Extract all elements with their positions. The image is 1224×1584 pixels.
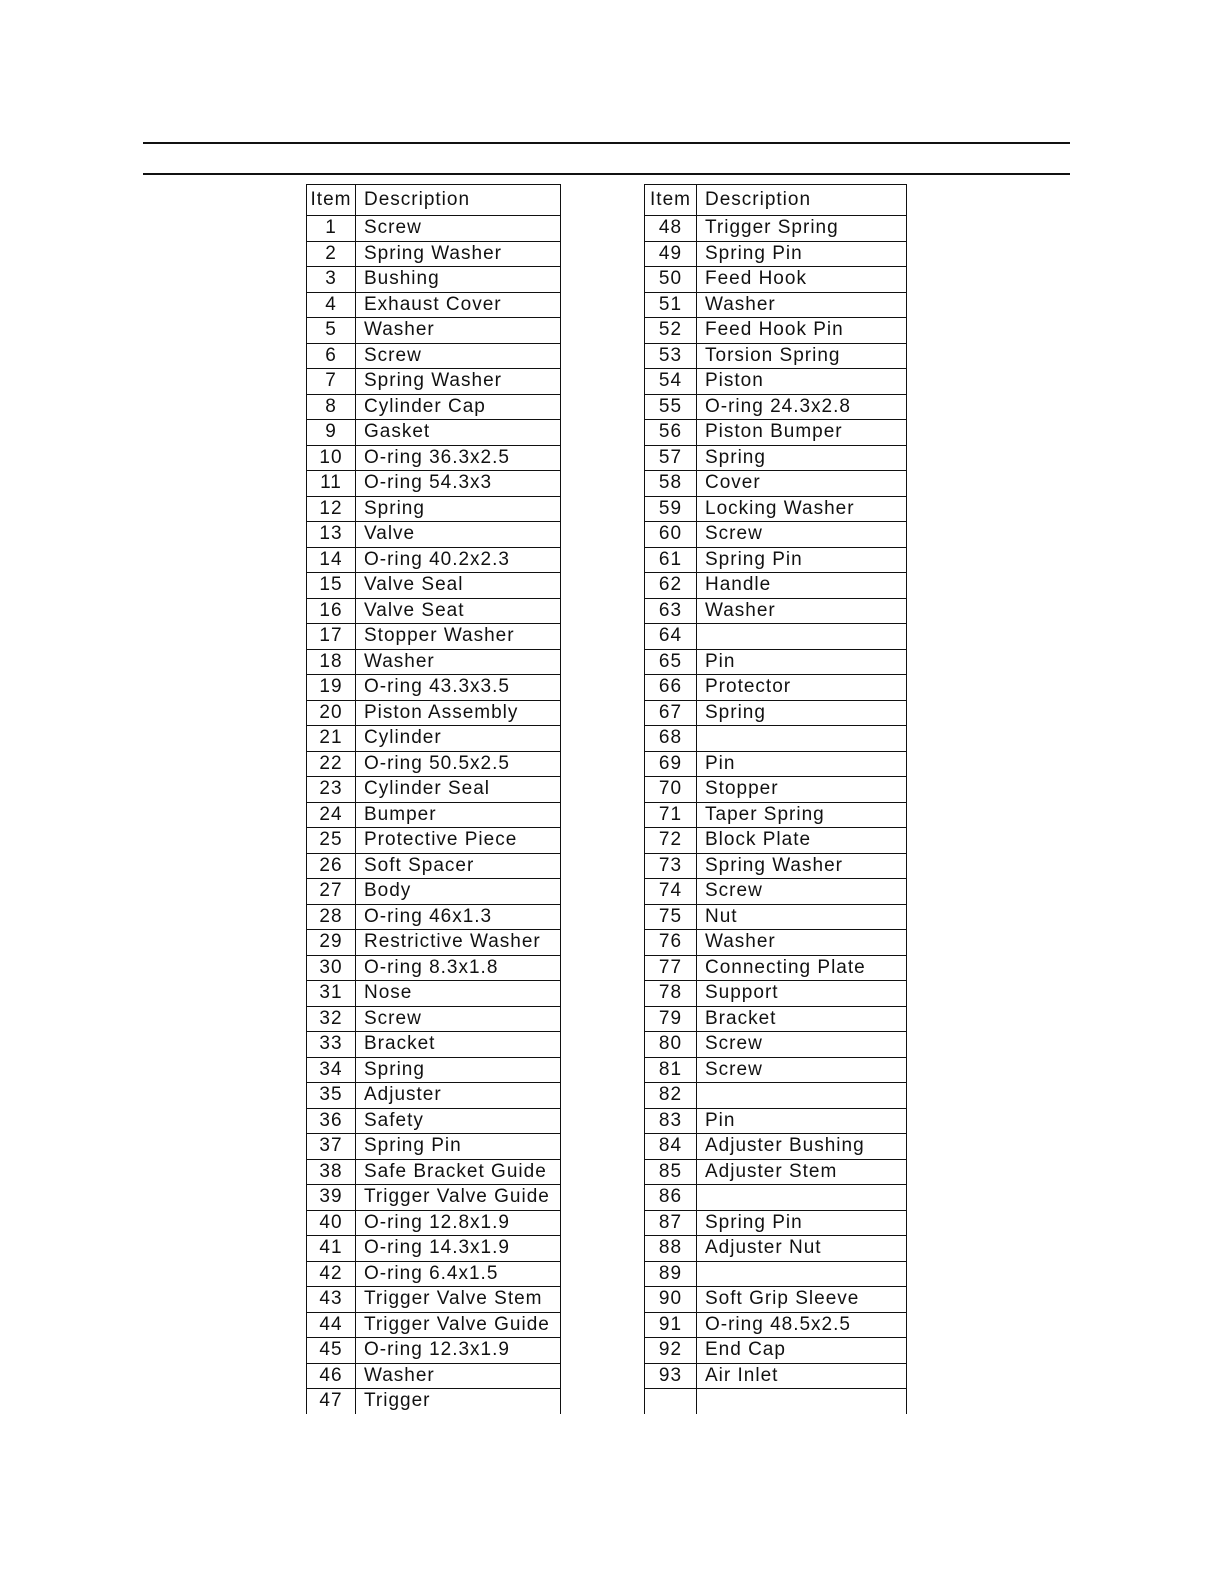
item-description: Connecting Plate [697, 955, 907, 981]
item-number: 45 [307, 1338, 356, 1364]
item-description: Spring Pin [697, 241, 907, 267]
item-description: Screw [356, 1006, 561, 1032]
item-description: Pin [697, 649, 907, 675]
item-number: 82 [645, 1083, 697, 1109]
table-row [307, 853, 561, 879]
item-description: Trigger Valve Guide [356, 1185, 561, 1211]
item-description: O-ring 12.8x1.9 [356, 1210, 561, 1236]
item-number: 32 [307, 1006, 356, 1032]
item-number: 80 [645, 1032, 697, 1058]
item-number: 64 [645, 624, 697, 650]
item-number: 76 [645, 930, 697, 956]
item-description: Cover [697, 471, 907, 497]
table-row [645, 649, 907, 675]
item-description: Spring Pin [356, 1134, 561, 1160]
table-row [307, 879, 561, 905]
item-description: End Cap [697, 1338, 907, 1364]
table-row [645, 1363, 907, 1389]
table-row [645, 1006, 907, 1032]
item-description: Piston [697, 369, 907, 395]
item-description: Cylinder Cap [356, 394, 561, 420]
item-number: 38 [307, 1159, 356, 1185]
table-row [307, 598, 561, 624]
table-row [307, 904, 561, 930]
item-number: 77 [645, 955, 697, 981]
table-row [307, 624, 561, 650]
table-row [645, 904, 907, 930]
item-number: 88 [645, 1236, 697, 1262]
item-description [697, 1389, 907, 1414]
item-description: Washer [356, 1363, 561, 1389]
item-description: Handle [697, 573, 907, 599]
table-row [645, 496, 907, 522]
table-row [307, 1236, 561, 1262]
table-row [645, 1159, 907, 1185]
table-row [307, 1159, 561, 1185]
table-row [645, 1261, 907, 1287]
table-row [645, 1312, 907, 1338]
item-number: 65 [645, 649, 697, 675]
item-number: 43 [307, 1287, 356, 1313]
item-description: Screw [697, 1057, 907, 1083]
item-description: Nose [356, 981, 561, 1007]
item-number: 71 [645, 802, 697, 828]
item-description: Trigger Valve Stem [356, 1287, 561, 1313]
table-row [645, 394, 907, 420]
table-row [307, 675, 561, 701]
item-number: 17 [307, 624, 356, 650]
item-description: Spring [356, 496, 561, 522]
item-number: 84 [645, 1134, 697, 1160]
table-row [307, 547, 561, 573]
item-number: 31 [307, 981, 356, 1007]
item-description: Piston Assembly [356, 700, 561, 726]
item-description: Support [697, 981, 907, 1007]
table-row [645, 1108, 907, 1134]
item-description: Trigger Spring [697, 216, 907, 242]
table-row [307, 802, 561, 828]
item-description: Protective Piece [356, 828, 561, 854]
table-row [645, 955, 907, 981]
item-number: 8 [307, 394, 356, 420]
item-number: 36 [307, 1108, 356, 1134]
item-number: 89 [645, 1261, 697, 1287]
table-row [307, 445, 561, 471]
description-column-header: Description [356, 185, 561, 216]
table-row [645, 1134, 907, 1160]
item-description: Trigger [356, 1389, 561, 1414]
item-description [697, 1261, 907, 1287]
table-row [307, 726, 561, 752]
table-row [307, 955, 561, 981]
item-description: Spring Pin [697, 547, 907, 573]
item-description: O-ring 48.5x2.5 [697, 1312, 907, 1338]
table-row [645, 471, 907, 497]
table-row [307, 828, 561, 854]
item-description [697, 624, 907, 650]
item-description [697, 1185, 907, 1211]
item-description: O-ring 40.2x2.3 [356, 547, 561, 573]
item-number: 87 [645, 1210, 697, 1236]
item-description: Adjuster [356, 1083, 561, 1109]
table-row [645, 267, 907, 293]
item-description: Bracket [356, 1032, 561, 1058]
table-row [645, 573, 907, 599]
item-number: 60 [645, 522, 697, 548]
table-row [645, 1210, 907, 1236]
table-row [645, 343, 907, 369]
item-number: 93 [645, 1363, 697, 1389]
item-number: 83 [645, 1108, 697, 1134]
table-row [307, 1108, 561, 1134]
item-description: Washer [356, 318, 561, 344]
table-row [645, 241, 907, 267]
table-row [307, 700, 561, 726]
table-row [307, 496, 561, 522]
item-column-header: Item [307, 185, 356, 216]
item-number: 13 [307, 522, 356, 548]
item-description: Feed Hook Pin [697, 318, 907, 344]
table-row [307, 1363, 561, 1389]
item-description [697, 1083, 907, 1109]
table-row [645, 777, 907, 803]
table-row [307, 981, 561, 1007]
item-number: 24 [307, 802, 356, 828]
item-description: Bracket [697, 1006, 907, 1032]
table-row [307, 1287, 561, 1313]
table-row [645, 1389, 907, 1414]
item-description: Screw [356, 216, 561, 242]
item-description: Restrictive Washer [356, 930, 561, 956]
item-number: 33 [307, 1032, 356, 1058]
item-number: 3 [307, 267, 356, 293]
item-number: 18 [307, 649, 356, 675]
item-description: Gasket [356, 420, 561, 446]
item-number: 26 [307, 853, 356, 879]
item-number: 90 [645, 1287, 697, 1313]
table-row [645, 675, 907, 701]
item-description: Cylinder [356, 726, 561, 752]
table-row [307, 1083, 561, 1109]
table-row [307, 216, 561, 242]
item-number: 73 [645, 853, 697, 879]
item-description: Body [356, 879, 561, 905]
item-description: Bumper [356, 802, 561, 828]
table-row [307, 343, 561, 369]
item-description: Stopper Washer [356, 624, 561, 650]
item-description: Spring [356, 1057, 561, 1083]
item-description: Soft Grip Sleeve [697, 1287, 907, 1313]
item-number: 15 [307, 573, 356, 599]
item-number: 67 [645, 700, 697, 726]
item-number: 35 [307, 1083, 356, 1109]
item-number: 75 [645, 904, 697, 930]
item-number: 69 [645, 751, 697, 777]
item-description: Valve Seal [356, 573, 561, 599]
table-row [307, 1338, 561, 1364]
table-row [645, 624, 907, 650]
item-number: 54 [645, 369, 697, 395]
item-description: Stopper [697, 777, 907, 803]
item-number: 50 [645, 267, 697, 293]
item-description: Cylinder Seal [356, 777, 561, 803]
item-number: 51 [645, 292, 697, 318]
table-row [307, 1185, 561, 1211]
table-row [645, 598, 907, 624]
item-description: O-ring 50.5x2.5 [356, 751, 561, 777]
table-row [645, 879, 907, 905]
item-number: 19 [307, 675, 356, 701]
item-description: Safe Bracket Guide [356, 1159, 561, 1185]
item-description: Spring Washer [697, 853, 907, 879]
item-number: 74 [645, 879, 697, 905]
item-number: 59 [645, 496, 697, 522]
table-row [645, 700, 907, 726]
bottom-rule [143, 173, 1070, 175]
table-row [307, 751, 561, 777]
item-description: Washer [697, 292, 907, 318]
table-row [645, 369, 907, 395]
table-header-row [307, 185, 561, 216]
table-row [645, 445, 907, 471]
description-column-header: Description [697, 185, 907, 216]
item-number: 61 [645, 547, 697, 573]
item-number: 39 [307, 1185, 356, 1211]
item-description: Washer [697, 930, 907, 956]
table-row [307, 471, 561, 497]
item-description: Spring Washer [356, 369, 561, 395]
parts-table-right [644, 184, 907, 1414]
table-row [307, 292, 561, 318]
table-row [645, 751, 907, 777]
item-number: 28 [307, 904, 356, 930]
item-number: 14 [307, 547, 356, 573]
item-description: O-ring 12.3x1.9 [356, 1338, 561, 1364]
item-description: Exhaust Cover [356, 292, 561, 318]
table-row [307, 573, 561, 599]
item-description: Taper Spring [697, 802, 907, 828]
table-row [307, 1210, 561, 1236]
item-description: O-ring 36.3x2.5 [356, 445, 561, 471]
item-number: 42 [307, 1261, 356, 1287]
item-description: Spring Pin [697, 1210, 907, 1236]
item-number: 27 [307, 879, 356, 905]
item-number: 37 [307, 1134, 356, 1160]
item-number: 40 [307, 1210, 356, 1236]
item-number: 56 [645, 420, 697, 446]
table-row [307, 318, 561, 344]
table-row [645, 802, 907, 828]
item-description: Screw [697, 522, 907, 548]
item-number: 62 [645, 573, 697, 599]
table-row [645, 1032, 907, 1058]
item-number: 21 [307, 726, 356, 752]
item-number: 25 [307, 828, 356, 854]
item-description: Adjuster Nut [697, 1236, 907, 1262]
item-description: O-ring 8.3x1.8 [356, 955, 561, 981]
item-number: 11 [307, 471, 356, 497]
item-number: 66 [645, 675, 697, 701]
table-row [645, 292, 907, 318]
item-number: 52 [645, 318, 697, 344]
item-description: Adjuster Bushing [697, 1134, 907, 1160]
item-number: 44 [307, 1312, 356, 1338]
item-number: 70 [645, 777, 697, 803]
item-description: Trigger Valve Guide [356, 1312, 561, 1338]
item-number: 20 [307, 700, 356, 726]
item-description: Spring Washer [356, 241, 561, 267]
table-header-row [645, 185, 907, 216]
table-row [307, 394, 561, 420]
item-number: 4 [307, 292, 356, 318]
table-row [645, 1185, 907, 1211]
item-description: Piston Bumper [697, 420, 907, 446]
item-description: O-ring 54.3x3 [356, 471, 561, 497]
item-number: 16 [307, 598, 356, 624]
item-number: 53 [645, 343, 697, 369]
item-number: 22 [307, 751, 356, 777]
table-row [307, 1006, 561, 1032]
table-row [307, 241, 561, 267]
table-row [645, 1338, 907, 1364]
table-row [645, 1057, 907, 1083]
item-description: Washer [356, 649, 561, 675]
item-number: 85 [645, 1159, 697, 1185]
item-number: 10 [307, 445, 356, 471]
item-description [697, 726, 907, 752]
item-description: Feed Hook [697, 267, 907, 293]
item-description: O-ring 24.3x2.8 [697, 394, 907, 420]
table-row [307, 930, 561, 956]
table-row [645, 981, 907, 1007]
item-description: Air Inlet [697, 1363, 907, 1389]
item-number: 2 [307, 241, 356, 267]
item-number: 41 [307, 1236, 356, 1262]
item-description: Adjuster Stem [697, 1159, 907, 1185]
item-description: Protector [697, 675, 907, 701]
item-description: Locking Washer [697, 496, 907, 522]
item-description: Screw [697, 879, 907, 905]
item-description: Block Plate [697, 828, 907, 854]
item-number: 57 [645, 445, 697, 471]
item-number: 9 [307, 420, 356, 446]
item-description: Screw [697, 1032, 907, 1058]
item-column-header: Item [645, 185, 697, 216]
table-row [645, 216, 907, 242]
item-description: Pin [697, 751, 907, 777]
table-row [645, 930, 907, 956]
item-description: Safety [356, 1108, 561, 1134]
item-number: 30 [307, 955, 356, 981]
table-row [645, 828, 907, 854]
table-row [645, 853, 907, 879]
item-number: 78 [645, 981, 697, 1007]
table-row [307, 1389, 561, 1414]
item-description: Spring [697, 445, 907, 471]
item-number: 55 [645, 394, 697, 420]
item-description: Washer [697, 598, 907, 624]
item-number: 86 [645, 1185, 697, 1211]
item-description: Soft Spacer [356, 853, 561, 879]
table-row [645, 522, 907, 548]
table-row [307, 1134, 561, 1160]
table-row [645, 726, 907, 752]
table-row [645, 1287, 907, 1313]
item-number: 47 [307, 1389, 356, 1414]
table-row [307, 1032, 561, 1058]
item-description: O-ring 46x1.3 [356, 904, 561, 930]
item-description: Valve [356, 522, 561, 548]
table-row [307, 1057, 561, 1083]
table-row [645, 1083, 907, 1109]
table-row [307, 1312, 561, 1338]
item-number: 72 [645, 828, 697, 854]
table-row [645, 318, 907, 344]
item-number: 5 [307, 318, 356, 344]
item-description: Bushing [356, 267, 561, 293]
item-number: 12 [307, 496, 356, 522]
item-number: 1 [307, 216, 356, 242]
item-description: O-ring 43.3x3.5 [356, 675, 561, 701]
item-number: 6 [307, 343, 356, 369]
item-number [645, 1389, 697, 1414]
table-row [307, 649, 561, 675]
table-row [645, 547, 907, 573]
item-number: 49 [645, 241, 697, 267]
item-number: 46 [307, 1363, 356, 1389]
table-row [307, 777, 561, 803]
table-row [307, 369, 561, 395]
item-number: 63 [645, 598, 697, 624]
table-row [645, 420, 907, 446]
item-description: O-ring 6.4x1.5 [356, 1261, 561, 1287]
item-number: 34 [307, 1057, 356, 1083]
item-number: 23 [307, 777, 356, 803]
table-row [645, 1236, 907, 1262]
table-row [307, 522, 561, 548]
item-number: 68 [645, 726, 697, 752]
item-number: 79 [645, 1006, 697, 1032]
item-number: 58 [645, 471, 697, 497]
item-description: Spring [697, 700, 907, 726]
top-rule [143, 142, 1070, 144]
item-description: Nut [697, 904, 907, 930]
item-number: 48 [645, 216, 697, 242]
table-row [307, 1261, 561, 1287]
item-number: 92 [645, 1338, 697, 1364]
item-description: Screw [356, 343, 561, 369]
item-description: Torsion Spring [697, 343, 907, 369]
item-description: Valve Seat [356, 598, 561, 624]
item-description: Pin [697, 1108, 907, 1134]
item-number: 81 [645, 1057, 697, 1083]
item-description: O-ring 14.3x1.9 [356, 1236, 561, 1262]
item-number: 91 [645, 1312, 697, 1338]
parts-table-left [306, 184, 561, 1414]
item-number: 7 [307, 369, 356, 395]
item-number: 29 [307, 930, 356, 956]
table-row [307, 267, 561, 293]
table-row [307, 420, 561, 446]
